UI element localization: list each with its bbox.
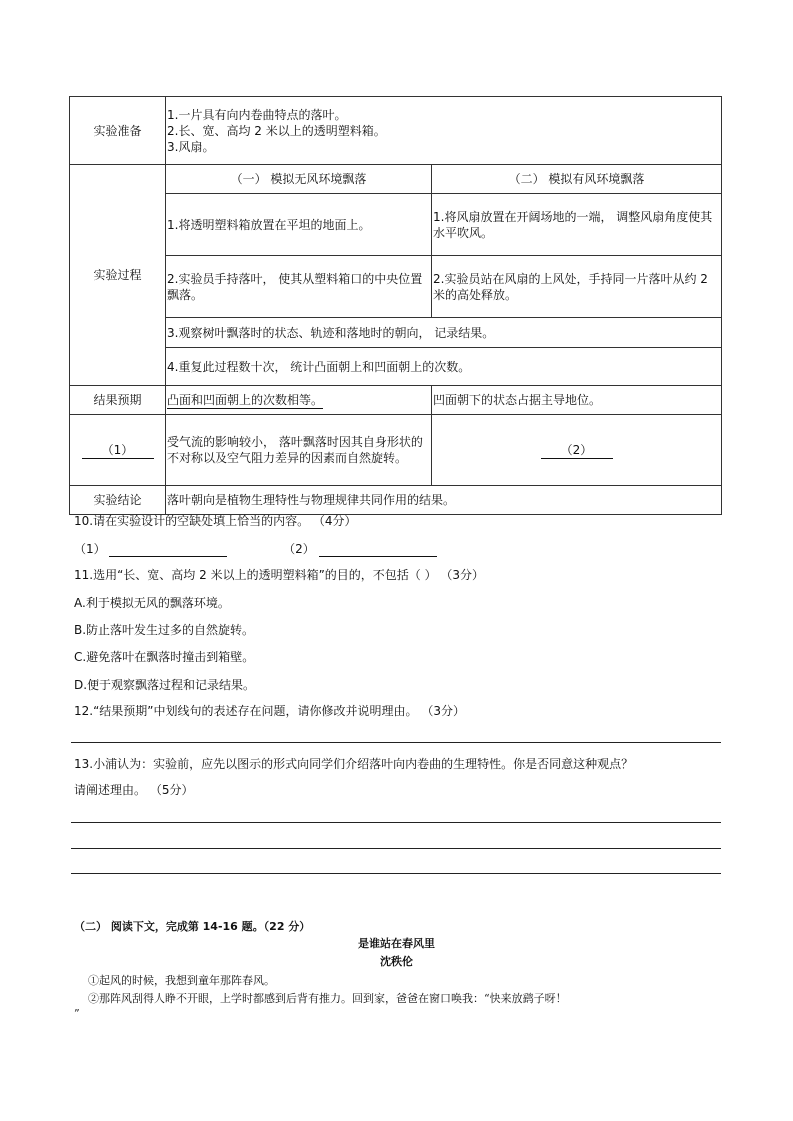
answer-blank-2[interactable]: [319, 544, 437, 557]
article-title: 是谁站在春风里: [358, 937, 435, 950]
answer-blank-1[interactable]: [109, 544, 227, 557]
process-label: 实验过程: [70, 165, 166, 386]
question-13-line1: 13.小浦认为：实验前，应先以图示的形式向同学们介绍落叶向内卷曲的生理特性。你是否同意这种观点？: [74, 757, 634, 771]
answer-line[interactable]: [71, 873, 721, 874]
question-13-line2: 请阐述理由。 （5分）: [74, 783, 194, 797]
paragraph-1: ①起风的时候，我想到童年那阵春风。: [88, 974, 275, 987]
option-b: B.防止落叶发生过多的自然旋转。: [74, 623, 255, 637]
prep-item: 3.风扇。: [167, 139, 215, 154]
conclusion-text: 落叶朝向是植物生理特性与物理规律共同作用的结果。: [166, 486, 722, 515]
article-author: 沈秩伦: [380, 955, 413, 968]
option-a: A.利于模拟无风的飘落环境。: [74, 596, 230, 610]
prep-items: [166, 97, 722, 165]
predict-right: 凹面朝下的状态占据主导地位。: [432, 386, 722, 415]
conclusion-label: 实验结论: [70, 486, 166, 515]
process-step3: 3.观察树叶飘落时的状态、轨迹和落地时的朝向， 记录结果。: [166, 318, 722, 348]
answer-blank-2-label: （2）: [283, 542, 315, 556]
prep-item: 1.一片具有向内卷曲特点的落叶。: [167, 107, 347, 122]
paragraph-2: ②那阵风刮得人睁不开眼，上学时都感到后背有推力。回到家，爸爸在窗口唤我：“快来放鹞子呀！: [88, 992, 567, 1005]
answer-line[interactable]: [71, 822, 721, 823]
process-step2-left: 2.实验员手持落叶， 使其从塑料箱口的中央位置飘落。: [166, 256, 432, 318]
question-10: 10.请在实验设计的空缺处填上恰当的内容。 （4分）: [74, 514, 357, 528]
prep-label: 实验准备: [70, 97, 166, 165]
blank-row-left: 受气流的影响较小， 落叶飘落时因其自身形状的不对称以及空气阻力差异的因素而自然旋转。: [166, 415, 432, 486]
process-head-right: （二） 模拟有风环境飘落: [432, 165, 722, 194]
blank-2-label: （2）: [541, 442, 613, 459]
predict-left-underlined: 凸面和凹面朝上的次数相等。: [167, 392, 324, 407]
paragraph-2-end: ”: [74, 1007, 80, 1020]
row-prep: [70, 97, 722, 165]
experiment-table: [69, 96, 722, 515]
process-step4: 4.重复此过程数十次， 统计凸面朝上和凹面朝上的次数。: [166, 348, 722, 386]
process-step1-right: 1.将风扇放置在开阔场地的一端， 调整风扇角度使其水平吹风。: [432, 194, 722, 256]
process-step1-left: 1.将透明塑料箱放置在平坦的地面上。: [166, 194, 432, 256]
answer-line[interactable]: [71, 848, 721, 849]
question-11: 11.选用“长、宽、高均 2 米以上的透明塑料箱”的目的，不包括（ ） （3分）: [74, 568, 485, 582]
prep-item: 2.长、宽、高均 2 米以上的透明塑料箱。: [167, 123, 386, 138]
option-d: D.便于观察飘落过程和记录结果。: [74, 678, 256, 692]
blank-1-label: （1）: [82, 442, 154, 459]
question-12: 12.“结果预期”中划线句的表述存在问题，请你修改并说明理由。 （3分）: [74, 704, 465, 718]
process-step2-right: 2.实验员站在风扇的上风处，手持同一片落叶从约 2 米的高处释放。: [432, 256, 722, 318]
answer-line[interactable]: [71, 742, 721, 743]
answer-blank-1-label: （1）: [74, 542, 106, 556]
process-head-left: （一） 模拟无风环境飘落: [166, 165, 432, 194]
predict-label: 结果预期: [70, 386, 166, 415]
question-10-blanks: [74, 541, 437, 557]
reading-section-header: （二） 阅读下文，完成第 14-16 题。（22 分）: [74, 920, 311, 933]
option-c: C.避免落叶在飘落时撞击到箱壁。: [74, 650, 255, 664]
